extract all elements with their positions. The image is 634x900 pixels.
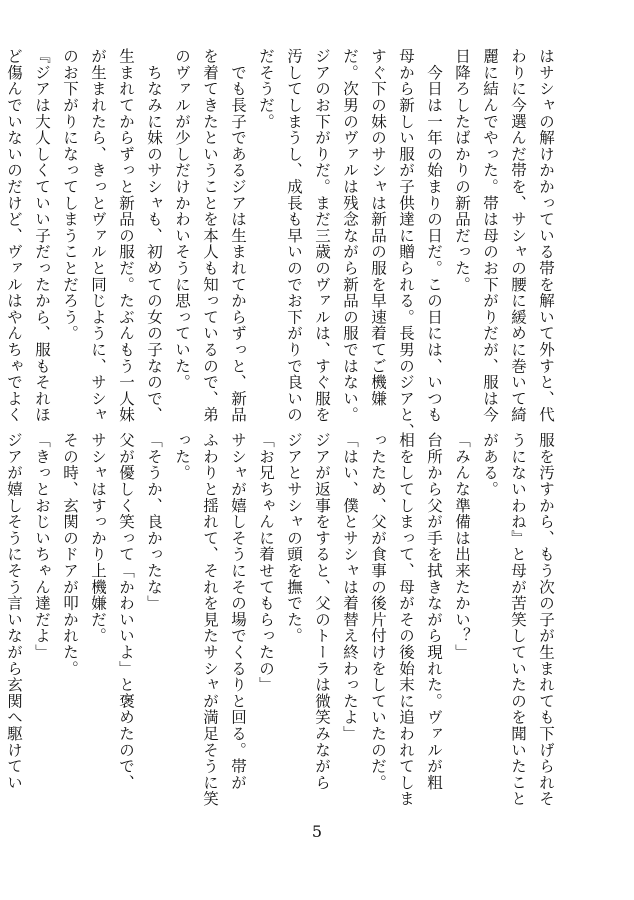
text-line: 「そうか、良かったな」 (145, 432, 163, 612)
text-block-bottom (5, 432, 560, 807)
text-line: ジアのお下がりだ。まだ三歳のヴァルは、すぐ服を (313, 48, 331, 423)
text-line: でも長子であるジアは生まれてからずっと、新品 (229, 48, 247, 423)
text-line: がある。 (481, 432, 499, 498)
text-line: ふわりと揺れて、それを見たサシャが満足そうに笑 (201, 432, 219, 807)
text-line: 「お兄ちゃんに着せてもらったの」 (257, 432, 275, 693)
text-line: はサシャの解けかかっている帯を解いて外すと、代 (537, 48, 555, 423)
text-line: ちなみに妹のサシャも、初めての女の子なので、 (145, 48, 163, 423)
text-line: 「きっとおじいちゃん達だよ」 (33, 432, 51, 661)
text-line: すぐ下の妹のサシャは新品の服を早速着てご機嫌 (369, 48, 387, 407)
text-line: のお下がりになってしまうことだろう。 (61, 48, 79, 342)
text-line: 「みんな準備は出来たかい？」 (453, 432, 471, 661)
text-line: 麗に結んでやった。帯は母のお下がりだが、服は今 (481, 48, 499, 423)
text-line: が生まれたら、きっとヴァルと同じように、サシャ (89, 48, 107, 423)
text-line: 相をしてしまって、母がその後始末に追われてしま (397, 432, 415, 807)
text-line: った。 (173, 432, 191, 481)
text-line: ジアが返事をすると、父のトーラは微笑みながら (313, 432, 331, 791)
text-line: ど傷んでいないのだけど、ヴァルはやんちゃでよく (5, 48, 23, 423)
text-line: ったため、父が食事の後片付けをしていたのだ。 (369, 432, 387, 791)
text-line: だそうだ。 (257, 48, 275, 130)
text-line: うにないわね』と母が苦笑していたのを聞いたこと (509, 432, 527, 807)
text-line: 汚してしまうし、成長も早いのでお下がりで良いの (285, 48, 303, 423)
text-line: を着てきたということを本人も知っているので、弟 (201, 48, 219, 423)
text-line: わりに今選んだ帯を、サシャの腰に緩めに巻いて綺 (509, 48, 527, 423)
text-line: 今日は一年の始まりの日だ。この日には、いつも (425, 48, 443, 423)
text-line: 父が優しく笑って「かわいいよ」と褒めたので、 (117, 432, 135, 791)
page-number: 5 (311, 822, 323, 841)
text-line: 母から新しい服が子供達に贈られる。長男のジアと、 (397, 48, 415, 440)
text-line: 生まれてからずっと新品の服だ。たぶんもう一人妹 (117, 48, 135, 423)
text-line: 「はい、僕とサシャは着替え終わったよ」 (341, 432, 359, 742)
text-line: だ。次男のヴァルは残念ながら新品の服ではない。 (341, 48, 359, 423)
text-line: サシャが嬉しそうにその場でくるりと回る。帯が (229, 432, 247, 791)
text-line: ジアとサシャの頭を撫でた。 (285, 432, 303, 644)
text-line: のヴァルが少しだけかわいそうに思っていた。 (173, 48, 191, 391)
text-line: ジアが嬉しそうにそう言いながら玄関へ駆けてい (5, 432, 23, 791)
text-line: 日降ろしたばかりの新品だった。 (453, 48, 471, 293)
text-line: サシャはすっかり上機嫌だ。 (89, 432, 107, 644)
text-block-top (5, 48, 560, 440)
text-line: 服を汚すから、もう次の子が生まれても下げられそ (537, 432, 555, 807)
text-line: 『ジアは大人しくていい子だったから、服もそれほ (33, 48, 51, 423)
text-line: 台所から父が手を拭きながら現れた。ヴァルが粗 (425, 432, 443, 791)
text-line: その時、玄関のドアが叩かれた。 (61, 432, 79, 677)
